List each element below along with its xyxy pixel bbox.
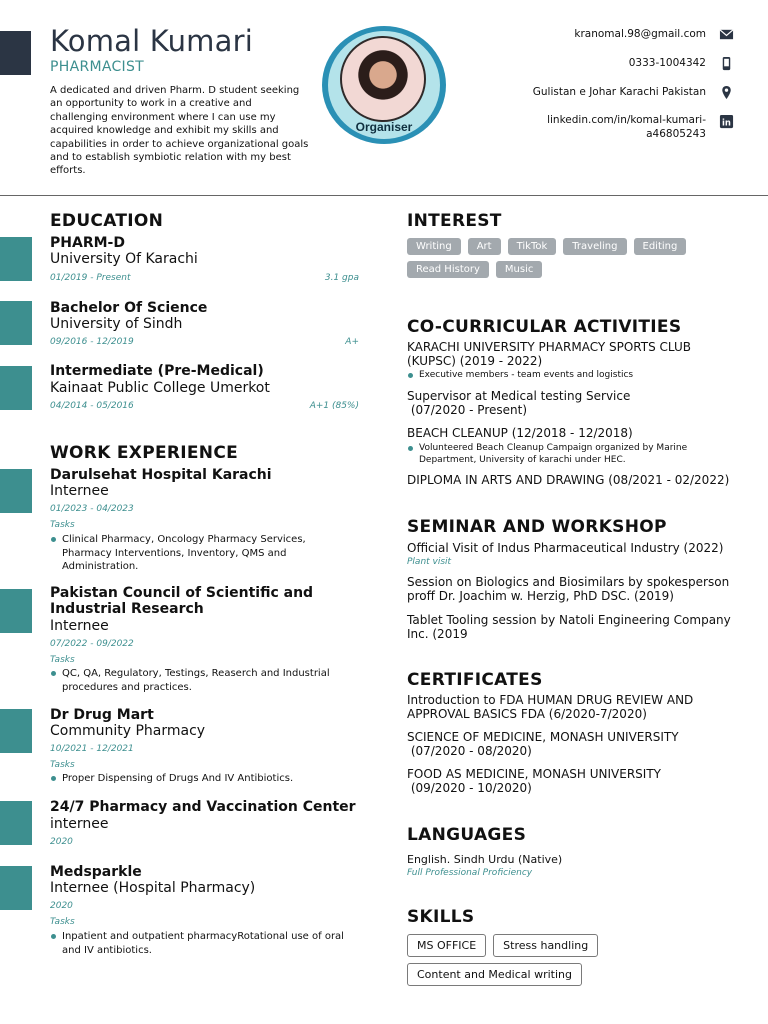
- profile-portrait: [340, 36, 426, 122]
- resume-header: [0, 0, 768, 196]
- work-accent-5: [0, 866, 32, 910]
- work-accent-1: [0, 469, 32, 513]
- work-dates: 2020: [50, 901, 73, 911]
- profile-photo: [322, 26, 446, 144]
- seminar-item-line: Inc. (2019: [407, 626, 468, 641]
- work-task-bullet: Inpatient and outpatient pharmacyRotational use of oral and IV antibiotics.: [50, 930, 360, 957]
- skills-heading: SKILLS: [407, 907, 475, 927]
- contact-address: Gulistan e Johar Karachi Pakistan: [532, 86, 706, 98]
- work-task-bullet: QC, QA, Regulatory, Testings, Reaserch and Industrial procedures and practices.: [50, 667, 350, 694]
- seminar-item: [407, 576, 737, 603]
- certificate-line: APPROVAL BASICS FDA (6/2020-7/2020): [407, 706, 647, 721]
- cocurricular-item-line: Supervisor at Medical testing Service: [407, 389, 631, 403]
- work-tasks-label: Tasks: [50, 760, 75, 770]
- work-company: 24/7 Pharmacy and Vaccination Center: [50, 799, 356, 815]
- name-accent-bar: [0, 31, 31, 75]
- interest-tag: TikTok: [508, 238, 557, 255]
- cocurricular-item-line: KARACHI UNIVERSITY PHARMACY SPORTS CLUB: [407, 340, 692, 354]
- location-pin-icon: [719, 85, 734, 100]
- work-heading: WORK EXPERIENCE: [50, 443, 239, 463]
- work-role: Internee (Hospital Pharmacy): [50, 880, 256, 896]
- linkedin-line-1: linkedin.com/in/komal-kumari-: [547, 114, 706, 126]
- cocurricular-bullet: Volunteered Beach Cleanup Campaign organized by Marine Department, University of karachi under HEC.: [407, 443, 727, 466]
- work-role: internee: [50, 816, 109, 832]
- svg-text:in: in: [722, 117, 731, 128]
- cocurricular-heading: CO-CURRICULAR ACTIVITIES: [407, 317, 682, 337]
- interest-tag: Art: [468, 238, 501, 255]
- seminar-heading: SEMINAR AND WORKSHOP: [407, 517, 667, 537]
- languages-heading: LANGUAGES: [407, 825, 527, 845]
- language-level: Full Professional Proficiency: [407, 868, 533, 878]
- work-task-bullet: Proper Dispensing of Drugs And IV Antibiotics.: [50, 772, 350, 786]
- work-task-bullet: Clinical Pharmacy, Oncology Pharmacy Services, Pharmacy Interventions, Inventory, QMS and Administration.: [50, 533, 330, 574]
- seminar-item-line: Session on Biologics and Biosimilars by spokesperson: [407, 575, 730, 589]
- work-dates: 07/2022 - 09/2022: [50, 639, 134, 649]
- education-dates: 01/2019 - Present: [50, 273, 131, 283]
- interest-tag: Traveling: [563, 238, 626, 255]
- skills-list: [407, 934, 737, 986]
- certificate-item: [407, 768, 737, 795]
- certificate-line: FOOD AS MEDICINE, MONASH UNIVERSITY: [407, 767, 661, 781]
- education-accent-1: [0, 237, 32, 281]
- work-company: Darulsehat Hospital Karachi: [50, 467, 272, 483]
- phone-icon: [719, 56, 734, 71]
- interest-tag: Read History: [407, 261, 489, 278]
- work-company-line-1: Pakistan Council of Scientific and: [50, 585, 314, 601]
- seminar-item: [407, 614, 737, 641]
- education-school: University Of Karachi: [50, 251, 198, 267]
- interest-tag: Editing: [634, 238, 687, 255]
- seminar-note: Plant visit: [407, 557, 452, 567]
- cocurricular-bullet: Executive members - team events and logistics: [407, 370, 727, 382]
- cocurricular-item-line: (07/2020 - Present): [407, 402, 528, 417]
- contact-email[interactable]: kranomal.98@gmail.com: [574, 28, 706, 40]
- work-tasks-label: Tasks: [50, 520, 75, 530]
- candidate-name: Komal Kumari: [50, 24, 253, 58]
- contact-linkedin[interactable]: [547, 114, 706, 141]
- work-tasks-label: Tasks: [50, 917, 75, 927]
- work-accent-2: [0, 589, 32, 633]
- contact-phone[interactable]: 0333-1004342: [628, 57, 706, 69]
- header-divider: [0, 195, 768, 196]
- work-company-line-2: Industrial Research: [50, 601, 204, 617]
- work-company: Medsparkle: [50, 864, 142, 880]
- education-degree: Bachelor Of Science: [50, 300, 208, 316]
- linkedin-line-2: a46805243: [646, 127, 706, 140]
- education-heading: EDUCATION: [50, 211, 164, 231]
- cocurricular-item: BEACH CLEANUP (12/2018 - 12/2018): [407, 426, 633, 440]
- work-tasks-label: Tasks: [50, 655, 75, 665]
- envelope-icon: [719, 27, 734, 42]
- seminar-item-line: proff Dr. Joachim w. Herzig, PhD DSC. (2019): [407, 588, 674, 603]
- cocurricular-item: [407, 341, 737, 368]
- work-role: Community Pharmacy: [50, 723, 206, 739]
- education-dates: 09/2016 - 12/2019: [50, 337, 134, 347]
- certificates-heading: CERTIFICATES: [407, 670, 543, 690]
- work-accent-4: [0, 801, 32, 845]
- seminar-item-line: Tablet Tooling session by Natoli Engineering Company: [407, 613, 731, 627]
- skill-chip: MS OFFICE: [407, 934, 486, 957]
- linkedin-icon: [719, 114, 734, 129]
- work-dates: 2020: [50, 837, 73, 847]
- education-accent-3: [0, 366, 32, 410]
- work-dates: 10/2021 - 12/2021: [50, 744, 134, 754]
- certificate-line: Introduction to FDA HUMAN DRUG REVIEW AND: [407, 693, 694, 707]
- certificate-line: (07/2020 - 08/2020): [407, 743, 532, 758]
- work-role: Internee: [50, 618, 109, 634]
- education-dates: 04/2014 - 05/2016: [50, 401, 134, 411]
- language-text: English. Sindh Urdu (Native): [407, 853, 563, 866]
- certificate-item: [407, 694, 737, 721]
- seminar-item: Official Visit of Indus Pharmaceutical Industry (2022): [407, 541, 724, 555]
- education-grade: A+: [345, 337, 359, 347]
- certificate-line: SCIENCE OF MEDICINE, MONASH UNIVERSITY: [407, 730, 679, 744]
- cocurricular-item-line: (KUPSC) (2019 - 2022): [407, 353, 543, 368]
- education-school: University of Sindh: [50, 316, 183, 332]
- work-accent-3: [0, 709, 32, 753]
- certificate-line: (09/2020 - 10/2020): [407, 780, 532, 795]
- skill-chip: Content and Medical writing: [407, 963, 582, 986]
- cocurricular-item: DIPLOMA IN ARTS AND DRAWING (08/2021 - 02/2022): [407, 473, 730, 487]
- interest-tags: [407, 238, 727, 278]
- photo-background: [328, 31, 440, 139]
- photo-caption: Organiser: [355, 120, 413, 134]
- cocurricular-item: [407, 390, 737, 417]
- education-degree: Intermediate (Pre-Medical): [50, 363, 264, 379]
- interest-tag: Writing: [407, 238, 461, 255]
- summary-text: A dedicated and driven Pharm. D student seeking an opportunity to work in a creative and challenging environment where I can use my acquired knowledge and exhibit my skills and capabilities in order to achieve organizational goals and to establish symbiotic relation with my best efforts.: [50, 85, 309, 177]
- work-company: Dr Drug Mart: [50, 707, 154, 723]
- candidate-title: PHARMACIST: [50, 59, 145, 75]
- education-accent-2: [0, 301, 32, 345]
- education-school: Kainaat Public College Umerkot: [50, 380, 270, 396]
- interest-tag: Music: [496, 261, 542, 278]
- work-dates: 01/2023 - 04/2023: [50, 504, 134, 514]
- certificate-item: [407, 731, 737, 758]
- education-degree: PHARM-D: [50, 235, 125, 251]
- work-role: Internee: [50, 483, 109, 499]
- education-grade: A+1 (85%): [309, 401, 359, 411]
- skill-chip: Stress handling: [493, 934, 598, 957]
- interest-heading: INTEREST: [407, 211, 502, 231]
- education-grade: 3.1 gpa: [324, 273, 359, 283]
